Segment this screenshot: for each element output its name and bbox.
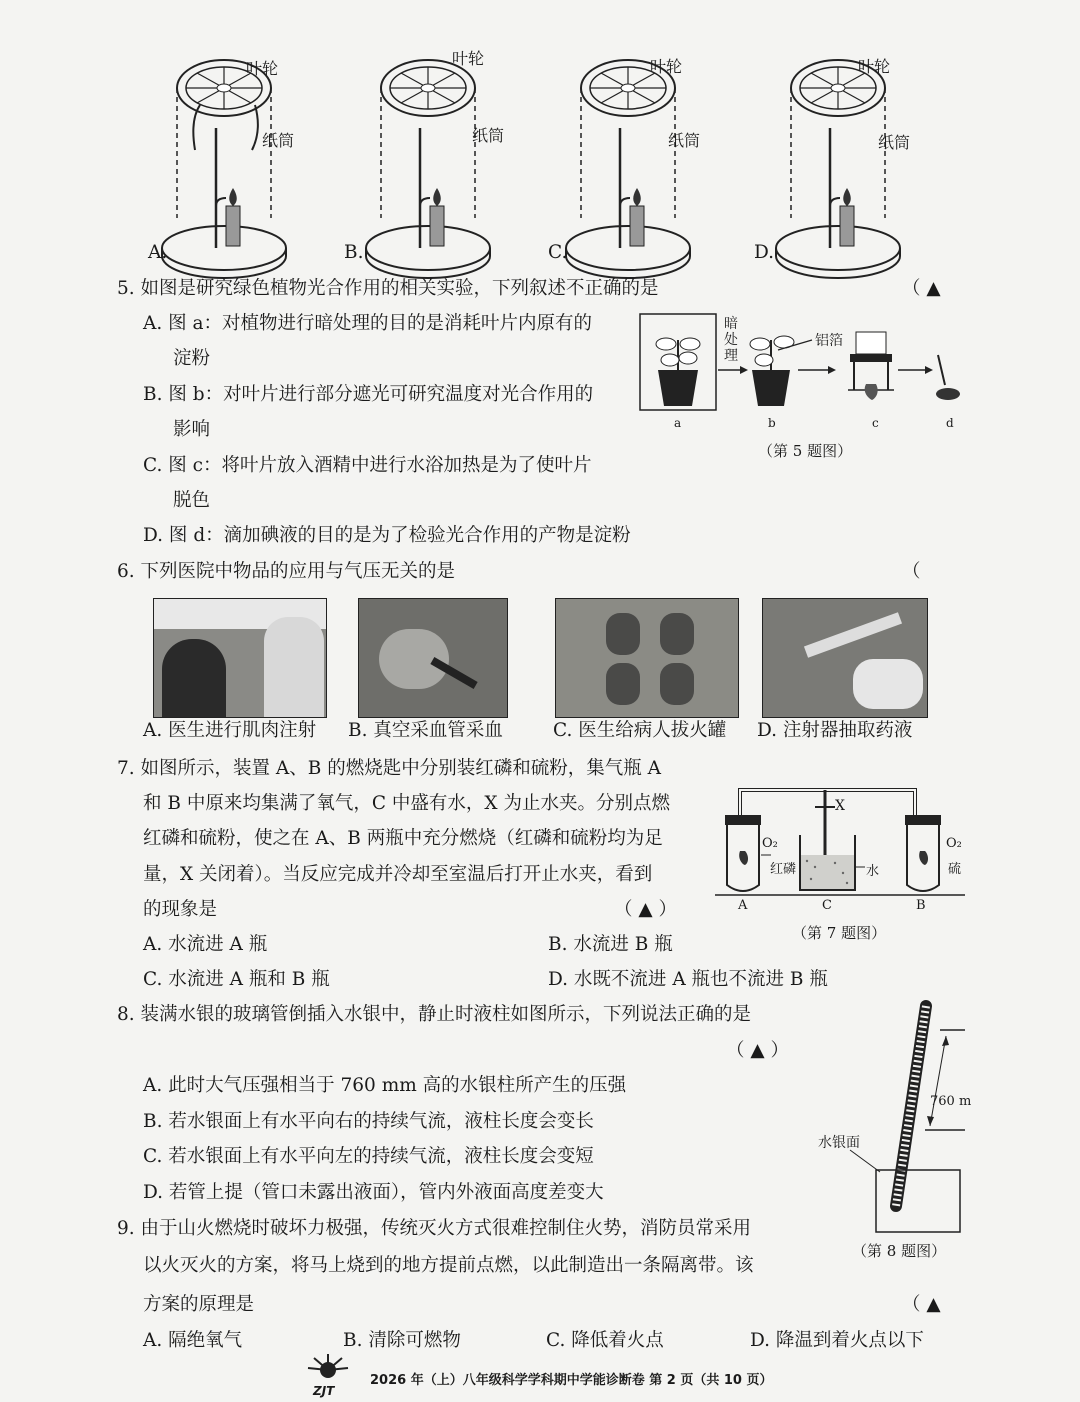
q5-option-a-line1: A. 图 a：对植物进行暗处理的目的是消耗叶片内原有的 xyxy=(143,313,593,334)
q5-figure xyxy=(640,310,965,420)
q8-option-c: C. 若水银面上有水平向左的持续气流，液柱长度会变短 xyxy=(143,1146,594,1167)
q6-photo-c xyxy=(555,598,739,718)
q7-fig-sulfur: 硫 xyxy=(948,862,962,877)
q7-option-d: D. 水既不流进 A 瓶也不流进 B 瓶 xyxy=(548,969,828,990)
q5-fig-label-a: a xyxy=(674,416,682,430)
q4-option-b: B. xyxy=(344,242,364,263)
q8-option-d: D. 若管上提（管口未露出液面），管内外液面高度差变大 xyxy=(143,1182,604,1203)
footer-page-info: 2026 年（上）八年级科学学科期中学能诊断卷 第 2 页（共 10 页） xyxy=(370,1373,773,1388)
q7-fig-water: 水 xyxy=(866,864,880,879)
q7-answer-mark: （ ▲ ） xyxy=(614,899,677,920)
q4-impeller-label-b: 叶轮 xyxy=(452,49,485,68)
q8-stem: 8. 装满水银的玻璃管倒插入水银中，静止时液柱如图所示，下列说法正确的是 xyxy=(117,1004,752,1025)
q5-option-a-line2: 淀粉 xyxy=(173,348,211,369)
q4-figure xyxy=(0,0,1080,270)
q7-fig-x-label: X xyxy=(835,798,845,814)
q6-photo-d xyxy=(762,598,928,718)
q8-option-a: A. 此时大气压强相当于 760 mm 高的水银柱所产生的压强 xyxy=(143,1075,627,1096)
q6-photo-b xyxy=(358,598,508,718)
q5-fig-dark-label: 暗处理 xyxy=(724,316,738,364)
footer-logo-text: ZJT xyxy=(313,1384,335,1398)
q6-option-b: B. 真空采血管采血 xyxy=(348,720,503,741)
q5-fig-label-b: b xyxy=(768,416,776,430)
q7-line4: 量，X 关闭着）。当反应完成并冷却至室温后打开止水夹，看到 xyxy=(143,864,653,885)
q7-fig-label-c: C xyxy=(822,898,832,913)
q8-option-b: B. 若水银面上有水平向右的持续气流，液柱长度会变长 xyxy=(143,1111,594,1132)
q8-figure xyxy=(800,1000,965,1240)
q7-fig-o2-a: O₂ xyxy=(762,836,778,851)
q4-option-d: D. xyxy=(754,242,775,263)
q6-stem: 6. 下列医院中物品的应用与气压无关的是 xyxy=(117,561,456,582)
q9-line1: 9. 由于山火燃烧时破坏力极强，传统灭火方式很难控制住火势，消防员常采用 xyxy=(117,1218,752,1239)
q9-option-b: B. 清除可燃物 xyxy=(343,1330,461,1351)
q7-line5: 的现象是 xyxy=(143,899,218,920)
q7-figure xyxy=(715,755,965,900)
q5-option-d: D. 图 d：滴加碘液的目的是为了检验光合作用的产物是淀粉 xyxy=(143,525,631,546)
q7-fig-red-p: 红磷 xyxy=(770,862,797,877)
q4-impeller-label-d: 叶轮 xyxy=(858,57,891,76)
q6-photo-a xyxy=(153,598,327,718)
q7-fig-o2-b: O₂ xyxy=(946,836,962,851)
q7-line3: 红磷和硫粉，使之在 A、B 两瓶中充分燃烧（红磷和硫粉均为足 xyxy=(143,828,663,849)
q5-option-b-line2: 影响 xyxy=(173,419,211,440)
q7-fig-label-a: A xyxy=(738,898,748,913)
q9-answer-mark: （ ▲ xyxy=(902,1294,941,1315)
q5-fig-foil-label: 铝箔 xyxy=(815,333,843,349)
q9-option-d: D. 降温到着火点以下 xyxy=(750,1330,924,1351)
q7-line1: 7. 如图所示，装置 A、B 的燃烧匙中分别装红磷和硫粉，集气瓶 A xyxy=(117,758,661,779)
q7-option-b: B. 水流进 B 瓶 xyxy=(548,934,673,955)
q4-paper-tube-label-c: 纸筒 xyxy=(668,131,701,150)
q9-option-c: C. 降低着火点 xyxy=(546,1330,664,1351)
q9-line3: 方案的原理是 xyxy=(143,1294,255,1315)
q4-paper-tube-label-d: 纸筒 xyxy=(878,133,911,152)
q5-fig-caption: （第 5 题图） xyxy=(758,442,853,460)
q8-fig-caption: （第 8 题图） xyxy=(852,1242,947,1260)
q9-option-a: A. 隔绝氧气 xyxy=(143,1330,243,1351)
q5-stem: 5. 如图是研究绿色植物光合作用的相关实验，下列叙述不正确的是 xyxy=(117,278,659,299)
q8-fig-length-label: 760 m xyxy=(930,1094,972,1109)
q5-option-c-line1: C. 图 c：将叶片放入酒精中进行水浴加热是为了使叶片 xyxy=(143,455,592,476)
q5-fig-label-c: c xyxy=(872,416,879,430)
q7-fig-label-b: B xyxy=(916,898,926,913)
q6-option-a: A. 医生进行肌肉注射 xyxy=(143,720,317,741)
q5-answer-mark: （ ▲ xyxy=(902,278,941,299)
q4-option-c: C. xyxy=(548,242,568,263)
q4-impeller-label-c: 叶轮 xyxy=(650,57,683,76)
q8-fig-surface-label: 水银面 xyxy=(818,1135,860,1151)
q7-fig-caption: （第 7 题图） xyxy=(792,924,887,942)
q6-answer-mark: （ xyxy=(902,561,921,582)
q4-option-a: A. xyxy=(148,242,168,263)
q4-paper-tube-label-b: 纸筒 xyxy=(472,126,505,145)
q6-option-c: C. 医生给病人拔火罐 xyxy=(553,720,727,741)
q7-option-a: A. 水流进 A 瓶 xyxy=(143,934,268,955)
q6-option-d: D. 注射器抽取药液 xyxy=(757,720,913,741)
q7-option-c: C. 水流进 A 瓶和 B 瓶 xyxy=(143,969,330,990)
q4-paper-tube-label-a: 纸筒 xyxy=(262,131,295,150)
q5-fig-label-d: d xyxy=(946,416,954,430)
q5-option-b-line1: B. 图 b：对叶片进行部分遮光可研究温度对光合作用的 xyxy=(143,384,594,405)
q5-option-c-line2: 脱色 xyxy=(173,490,211,511)
q4-impeller-label-a: 叶轮 xyxy=(246,59,279,78)
q9-line2: 以火灭火的方案，将马上烧到的地方提前点燃，以此制造出一条隔离带。该 xyxy=(143,1255,754,1276)
q7-line2: 和 B 中原来均集满了氧气，C 中盛有水，X 为止水夹。分别点燃 xyxy=(143,793,670,814)
q8-answer-mark: （ ▲ ） xyxy=(726,1040,789,1061)
